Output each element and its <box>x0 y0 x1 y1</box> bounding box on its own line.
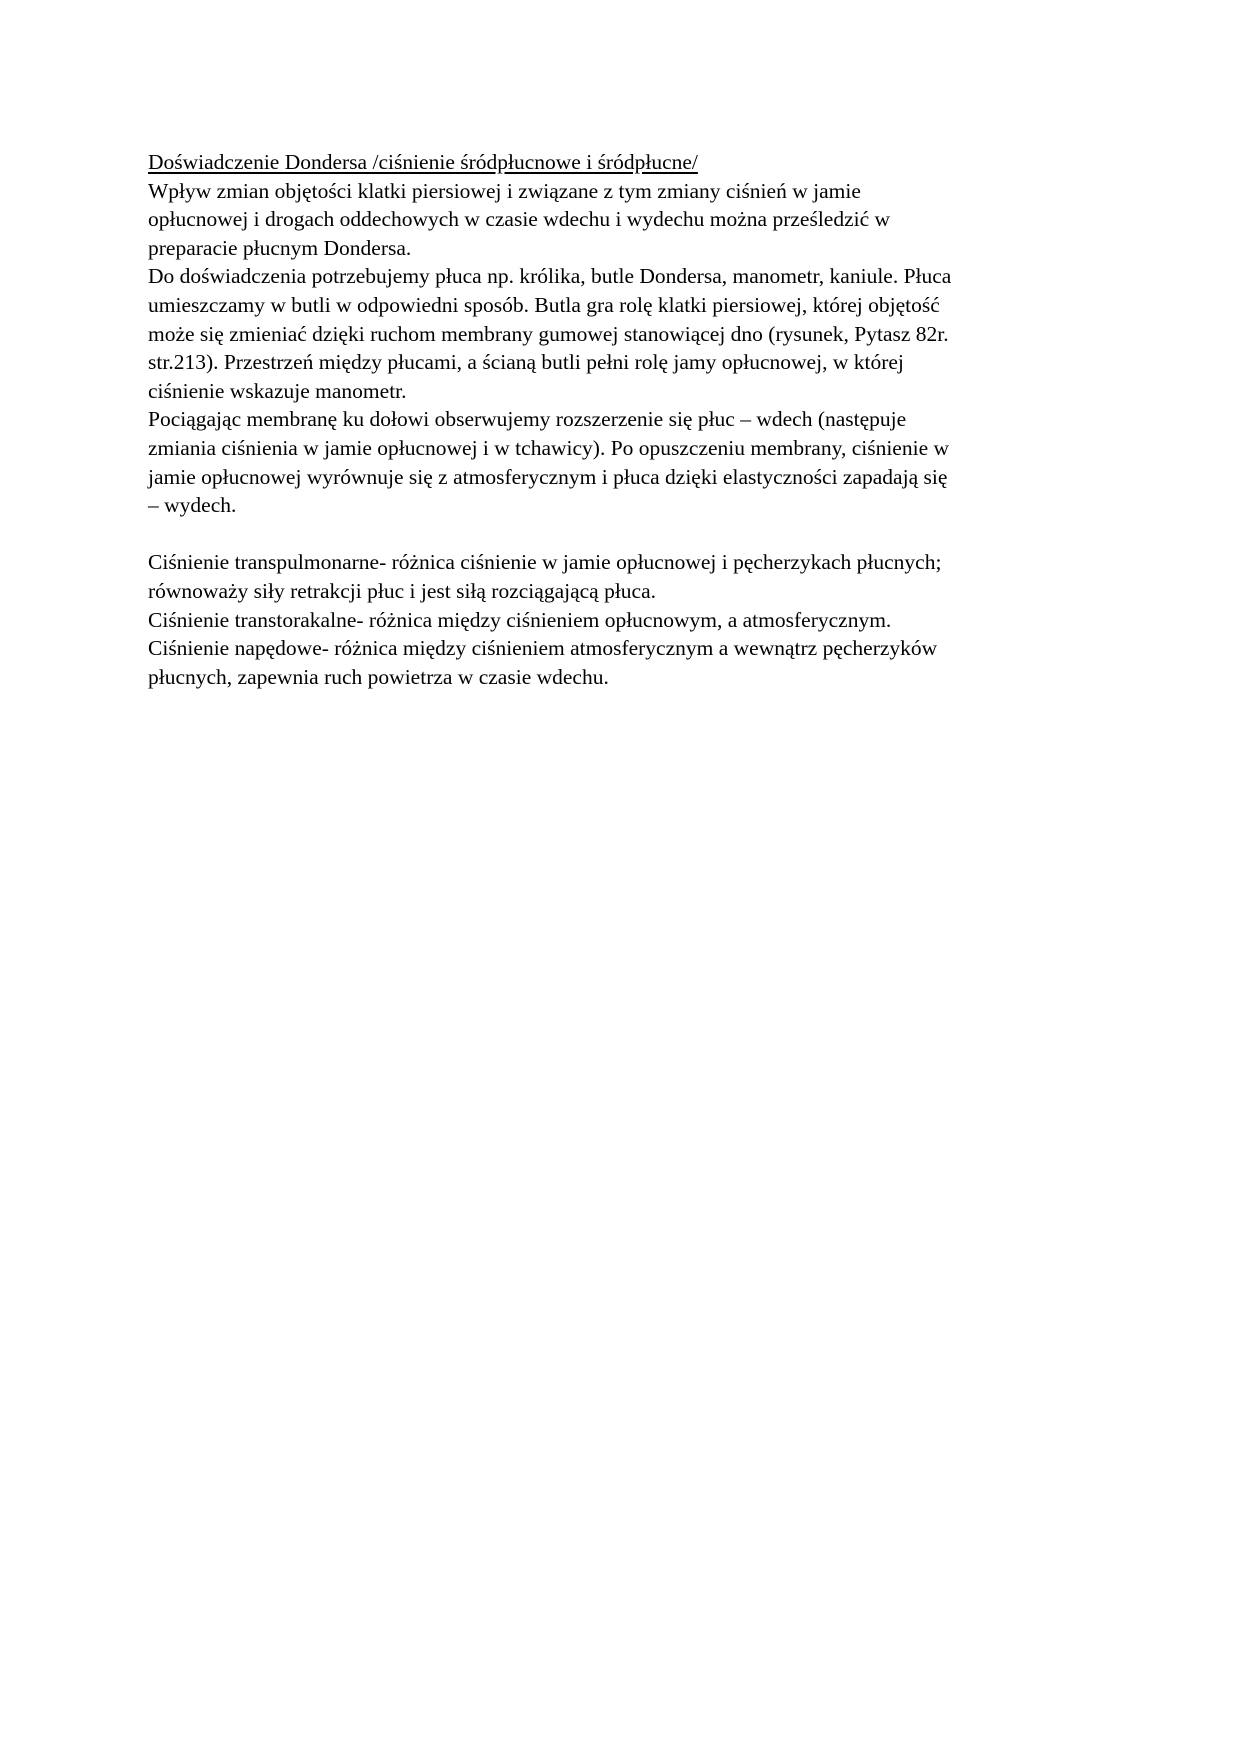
text-line: Ciśnienie transpulmonarne- różnica ciśnienie w jamie opłucnowej i pęcherzykach płucnych; <box>148 550 942 575</box>
text-line: płucnych, zapewnia ruch powietrza w czasie wdechu. <box>148 664 609 689</box>
text-line: zmiania ciśnienia w jamie opłucnowej i w tchawicy). Po opuszczeniu membrany, ciśnienie w <box>148 435 950 460</box>
paragraph-transpulmonary-pressure <box>148 548 1092 605</box>
paragraph-experiment-intro <box>148 177 1092 263</box>
text-line: Pociągając membranę ku dołowi obserwujemy rozszerzenie się płuc – wdech (następuje <box>148 407 907 432</box>
text-line: umieszczamy w butli w odpowiedni sposób. Butla gra rolę klatki piersiowej, której objętość <box>148 292 940 317</box>
paragraph-experiment-setup <box>148 262 1092 405</box>
document-body <box>148 148 1092 691</box>
text-line: – wydech. <box>148 493 237 518</box>
text-line: Ciśnienie transtorakalne- różnica między ciśnieniem opłucnowym, a atmosferycznym. <box>148 607 892 632</box>
blank-line <box>148 520 1092 549</box>
paragraph-experiment-observation <box>148 405 1092 519</box>
text-line: ciśnienie wskazuje manometr. <box>148 378 407 403</box>
text-line: Wpływ zmian objętości klatki piersiowej i związane z tym zmiany ciśnień w jamie <box>148 178 861 203</box>
text-line: preparacie płucnym Dondersa. <box>148 235 412 260</box>
paragraph-transthoracic-pressure <box>148 606 1092 635</box>
document-title: Doświadczenie Dondersa /ciśnienie śródpłucnowe i śródpłucne/ <box>148 150 698 174</box>
text-line: Do doświadczenia potrzebujemy płuca np. królika, butle Dondersa, manometr, kaniule. Płuca <box>148 264 952 289</box>
text-line: może się zmieniać dzięki ruchom membrany gumowej stanowiącej dno (rysunek, Pytasz 82r. <box>148 321 949 346</box>
paragraph-driving-pressure <box>148 634 1092 691</box>
text-line: jamie opłucnowej wyrównuje się z atmosferycznym i płuca dzięki elastyczności zapadają się <box>148 464 948 489</box>
text-line: str.213). Przestrzeń między płucami, a ścianą butli pełni rolę jamy opłucnowej, w której <box>148 350 904 375</box>
text-line: równoważy siły retrakcji płuc i jest siłą rozciągającą płuca. <box>148 578 657 603</box>
text-line: Ciśnienie napędowe- różnica między ciśnieniem atmosferycznym a wewnątrz pęcherzyków <box>148 636 938 661</box>
text-line: opłucnowej i drogach oddechowych w czasie wdechu i wydechu można prześledzić w <box>148 207 891 232</box>
